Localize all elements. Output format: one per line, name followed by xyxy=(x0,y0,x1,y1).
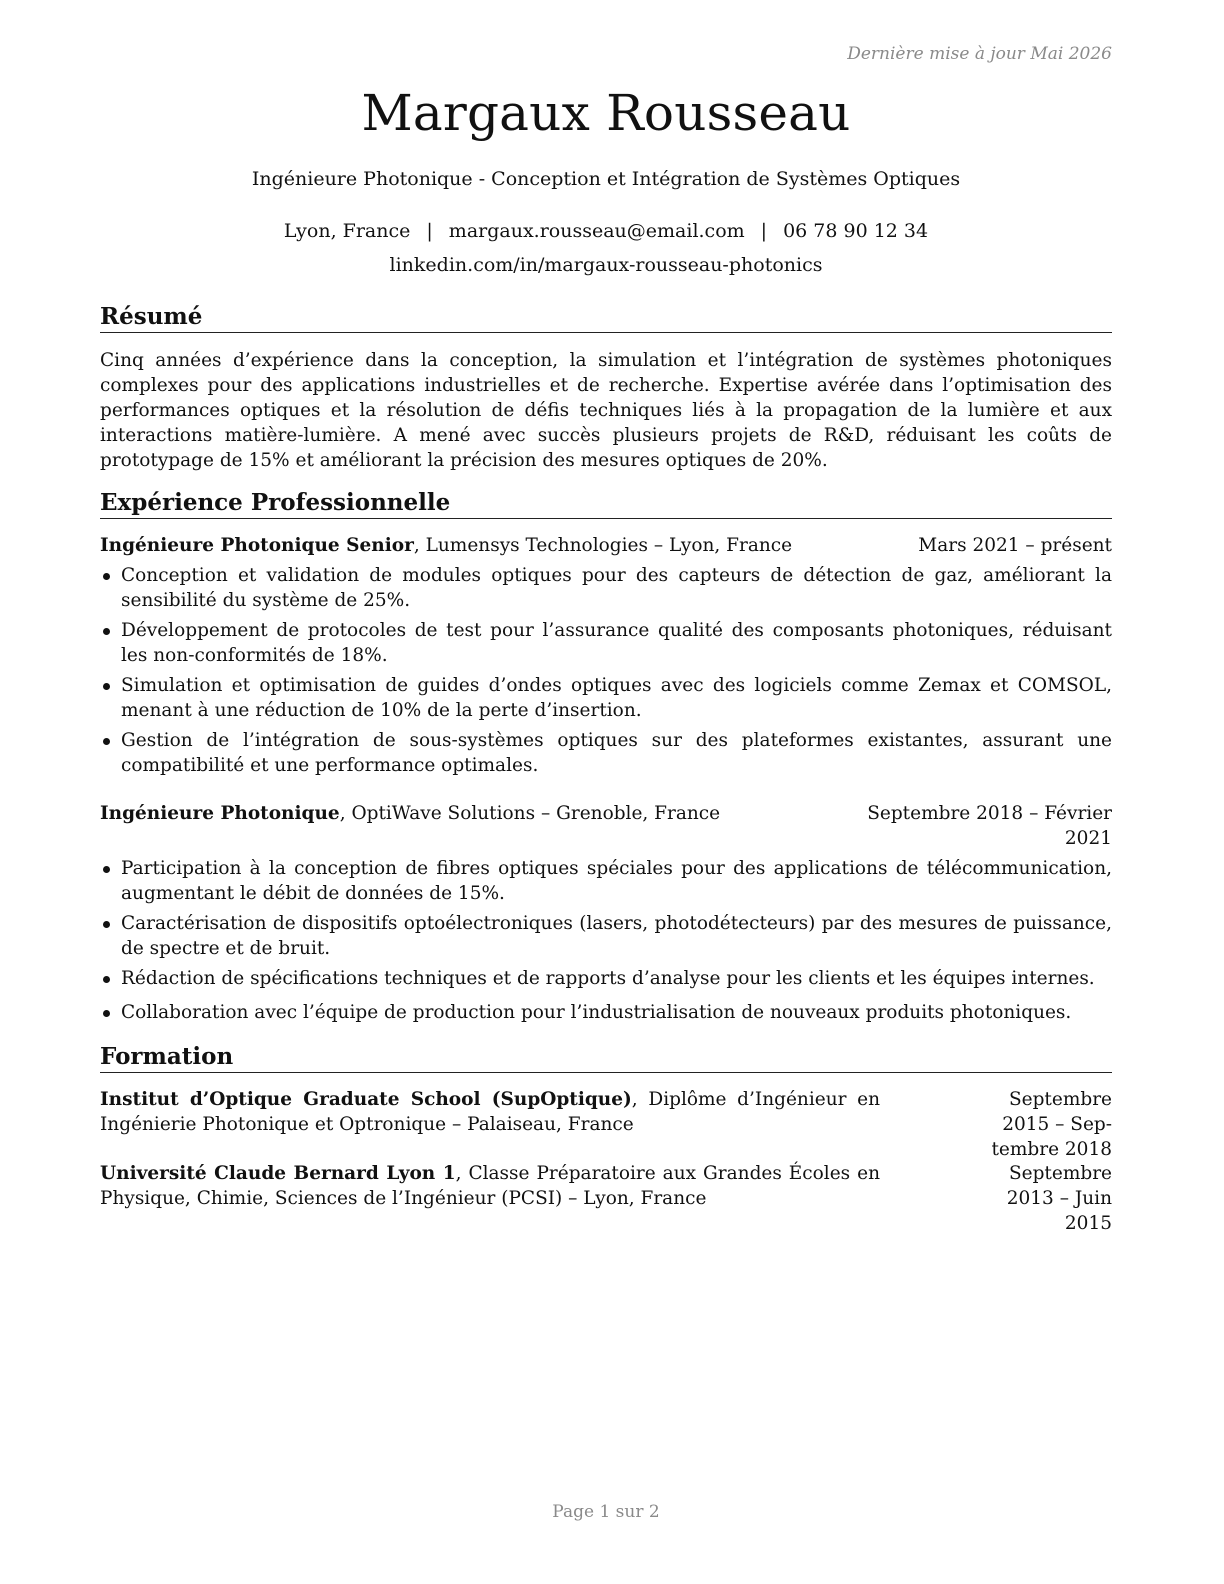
job-title-subtitle: Ingénieure Photonique - Conception et Intégration de Systèmes Optiques xyxy=(251,168,961,190)
job-dates: Mars 2021 – présent xyxy=(918,535,1112,556)
education-dates-line: 2015 xyxy=(1064,1213,1112,1234)
list-item xyxy=(100,618,1112,668)
resume-page xyxy=(100,0,1112,1584)
education-dates xyxy=(972,1161,1112,1236)
section-title-summary: Résumé xyxy=(100,303,1112,333)
education-description xyxy=(100,1161,880,1211)
contact-line xyxy=(100,220,1112,242)
list-item xyxy=(100,911,1112,961)
school-name: Institut d’Optique Graduate School (SupOptique) xyxy=(100,1089,632,1110)
section-title-education: Formation xyxy=(100,1043,1112,1073)
list-item xyxy=(100,856,1112,906)
job-company: , OptiWave Solutions – Grenoble, France xyxy=(339,803,721,824)
bullet-icon xyxy=(103,976,110,983)
bullet-text: Participation à la conception de fibres optiques spéciales pour des applications de télécommunication, augmentant le débit de données de 15%. xyxy=(121,858,1112,904)
education-dates-line: Septembre 2015 – Sep- xyxy=(1002,1089,1112,1135)
page-number: Page 1 sur 2 xyxy=(552,1502,660,1522)
bullet-text: Collaboration avec l’équipe de production pour l’industrialisation de nouveaux produits photoniques. xyxy=(121,1002,1072,1023)
job-dates xyxy=(867,801,1112,851)
job-company: , Lumensys Technologies – Lyon, France xyxy=(413,535,793,556)
list-item xyxy=(100,1000,1112,1025)
education-dates xyxy=(972,1087,1112,1162)
bullet-text: Développement de protocoles de test pour l’assurance qualité des composants photoniques, réduisant les non-conformités de 18%. xyxy=(121,620,1112,666)
bullet-icon xyxy=(103,866,110,873)
job-role: Ingénieure Photonique xyxy=(100,803,340,824)
list-item xyxy=(100,966,1112,991)
bullet-icon xyxy=(103,921,110,928)
bullet-icon xyxy=(103,628,110,635)
linkedin-link[interactable]: linkedin.com/in/margaux-rousseau-photonics xyxy=(389,254,823,276)
job-position xyxy=(100,801,720,826)
section-title-experience: Expérience Professionnelle xyxy=(100,489,1112,519)
job-bullets xyxy=(100,563,1112,783)
degree-detail: , Classe Préparatoire aux Grandes Écoles en Physique, Chimie, Sciences de l’Ingénieur (PCSI) – Lyon, France xyxy=(100,1163,880,1209)
candidate-name: Margaux Rousseau xyxy=(361,84,851,142)
phone-number: 06 78 90 12 34 xyxy=(783,220,929,242)
separator: | xyxy=(426,220,433,242)
bullet-icon xyxy=(103,573,110,580)
job-dates-line: 2021 xyxy=(1064,828,1112,849)
education-dates-line: Septembre 2013 – Juin xyxy=(1006,1163,1112,1209)
education-description xyxy=(100,1087,880,1137)
job-dates-line: Septembre 2018 – Février xyxy=(867,803,1112,824)
school-name: Université Claude Bernard Lyon 1 xyxy=(100,1163,456,1184)
separator: | xyxy=(760,220,768,242)
bullet-text: Simulation et optimisation de guides d’ondes optiques avec des logiciels comme Zemax et COMSOL, menant à une réduction de 10% de la perte d’insertion. xyxy=(121,675,1112,721)
bullet-text: Caractérisation de dispositifs optoélectroniques (lasers, photodétecteurs) par des mesures de puissance, de spectre et de bruit. xyxy=(121,913,1112,959)
job-bullets xyxy=(100,856,1112,1030)
bullet-icon xyxy=(103,738,110,745)
job-position xyxy=(100,533,792,558)
job-role: Ingénieure Photonique Senior xyxy=(100,535,414,556)
email-link[interactable]: margaux.rousseau@email.com xyxy=(448,220,745,242)
last-updated: Dernière mise à jour Mai 2026 xyxy=(847,44,1112,64)
list-item xyxy=(100,563,1112,613)
bullet-icon xyxy=(103,683,110,690)
bullet-icon xyxy=(103,1010,110,1017)
degree-detail: , Diplôme d’Ingénieur en Ingénierie Photonique et Optronique – Palaiseau, France xyxy=(100,1089,880,1135)
list-item xyxy=(100,728,1112,778)
bullet-text: Conception et validation de modules optiques pour des capteurs de détection de gaz, améliorant la sensibilité du système de 25%. xyxy=(121,565,1112,611)
education-dates-line: tembre 2018 xyxy=(991,1139,1112,1160)
bullet-text: Rédaction de spécifications techniques et de rapports d’analyse pour les clients et les équipes internes. xyxy=(121,968,1095,989)
location: Lyon, France xyxy=(283,220,411,242)
bullet-text: Gestion de l’intégration de sous-systèmes optiques sur des plateformes existantes, assurant une compatibilité et une performance optimales. xyxy=(121,730,1112,776)
list-item xyxy=(100,673,1112,723)
summary-paragraph: Cinq années d’expérience dans la conception, la simulation et l’intégration de systèmes photoniques complexes pour des applications industrielles et de recherche. Expertise avérée dans l’optimisation des performances optiques et la résolution de défis techniques liés à la propagation de la lumière et aux interactions matière-lumière. A mené avec succès plusieurs projets de R&D, réduisant les coûts de prototypage de 15% et améliorant la précision des mesures optiques de 20%. xyxy=(100,350,1112,471)
